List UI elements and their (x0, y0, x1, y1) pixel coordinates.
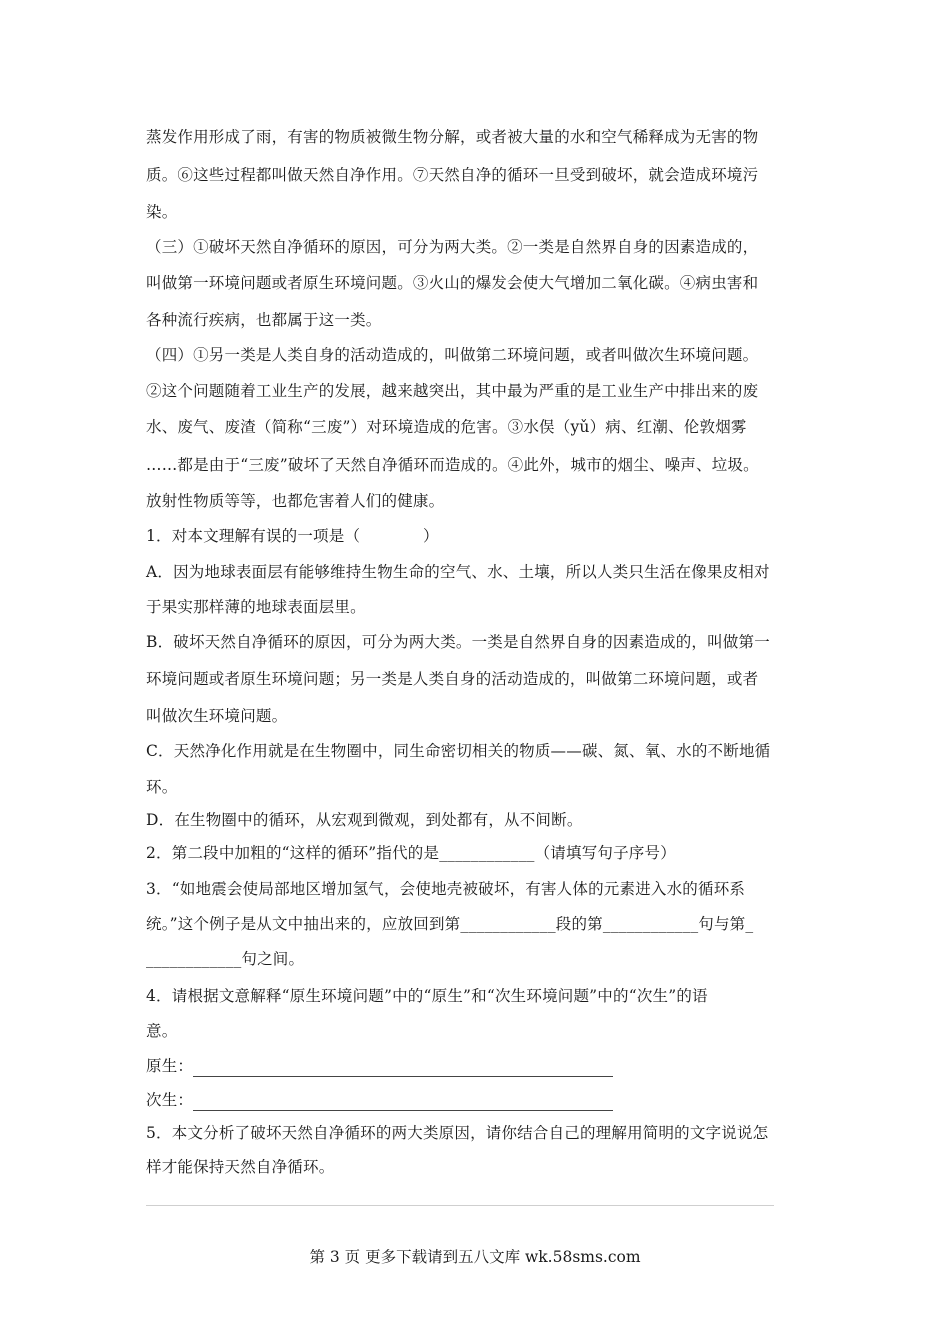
text-line: 染。 (146, 203, 178, 221)
option-b: B．破坏天然自净循环的原因，可分为两大类。一类是自然界自身的因素造成的，叫做第一 (146, 633, 770, 651)
question-2: 2．第二段中加粗的“这样的循环”指代的是____________（请填写句子序号） (146, 844, 676, 862)
footer-divider (146, 1205, 774, 1206)
text-line: （四）①另一类是人类自身的活动造成的，叫做第二环境问题，或者叫做次生环境问题。 (146, 346, 759, 364)
text-line: ……都是由于“三废”破坏了天然自净循环而造成的。④此外，城市的烟尘、噪声、垃圾。 (146, 456, 759, 474)
question-4-cont: 意。 (146, 1022, 178, 1040)
question-1: 1．对本文理解有误的一项是（ ） (146, 527, 439, 545)
answer-yuansheng (146, 1055, 806, 1077)
text-line: 放射性物质等等，也都危害着人们的健康。 (146, 492, 445, 510)
question-3-cont: ____________句之间。 (146, 950, 305, 968)
answer-label: 次生： (146, 1091, 194, 1109)
text-line: 叫做第一环境问题或者原生环境问题。③火山的爆发会使大气增加二氧化碳。④病虫害和 (146, 274, 759, 292)
text-line: 质。⑥这些过程都叫做天然自净作用。⑦天然自净的循环一旦受到破坏，就会造成环境污 (146, 166, 759, 184)
option-b-cont: 环境问题或者原生环境问题；另一类是人类自身的活动造成的，叫做第二环境问题，或者 (146, 670, 759, 688)
question-5-cont: 样才能保持天然自净循环。 (146, 1158, 335, 1176)
question-5: 5．本文分析了破坏天然自净循环的两大类原因，请你结合自己的理解用简明的文字说说怎 (146, 1124, 769, 1142)
answer-cisheng (146, 1089, 806, 1111)
option-b-cont: 叫做次生环境问题。 (146, 707, 288, 725)
option-c: C．天然净化作用就是在生物圈中，同生命密切相关的物质——碳、氮、氧、水的不断地循 (146, 742, 771, 760)
answer-label: 原生： (146, 1057, 194, 1075)
answer-blank[interactable] (193, 1093, 613, 1111)
text-line: 蒸发作用形成了雨，有害的物质被微生物分解，或者被大量的水和空气稀释成为无害的物 (146, 128, 759, 146)
text-line: 各种流行疾病，也都属于这一类。 (146, 311, 382, 329)
question-4: 4．请根据文意解释“原生环境问题”中的“原生”和“次生环境问题”中的“次生”的语 (146, 987, 708, 1005)
option-c-cont: 环。 (146, 778, 178, 796)
text-line: 水、废气、废渣（简称“三废”）对环境造成的危害。③水俣（yǔ）病、红潮、伦敦烟雾 (146, 418, 747, 436)
text-line: ②这个问题随着工业生产的发展，越来越突出，其中最为严重的是工业生产中排出来的废 (146, 382, 759, 400)
option-a-cont: 于果实那样薄的地球表面层里。 (146, 598, 366, 616)
option-d: D．在生物圈中的循环，从宏观到微观，到处都有，从不间断。 (146, 811, 583, 829)
page-footer: 第 3 页 更多下载请到五八文库 wk.58sms.com (309, 1248, 641, 1266)
question-3-cont: 统。”这个例子是从文中抽出来的，应放回到第____________段的第____________句与第_ (146, 915, 754, 933)
text-line: （三）①破坏天然自净循环的原因，可分为两大类。②一类是自然界自身的因素造成的， (146, 238, 759, 256)
answer-blank[interactable] (193, 1059, 613, 1077)
question-3: 3．“如地震会使局部地区增加氢气，会使地壳被破坏，有害人体的元素进入水的循环系 (146, 880, 746, 898)
option-a: A．因为地球表面层有能够维持生物生命的空气、水、土壤，所以人类只生活在像果皮相对 (146, 563, 770, 581)
